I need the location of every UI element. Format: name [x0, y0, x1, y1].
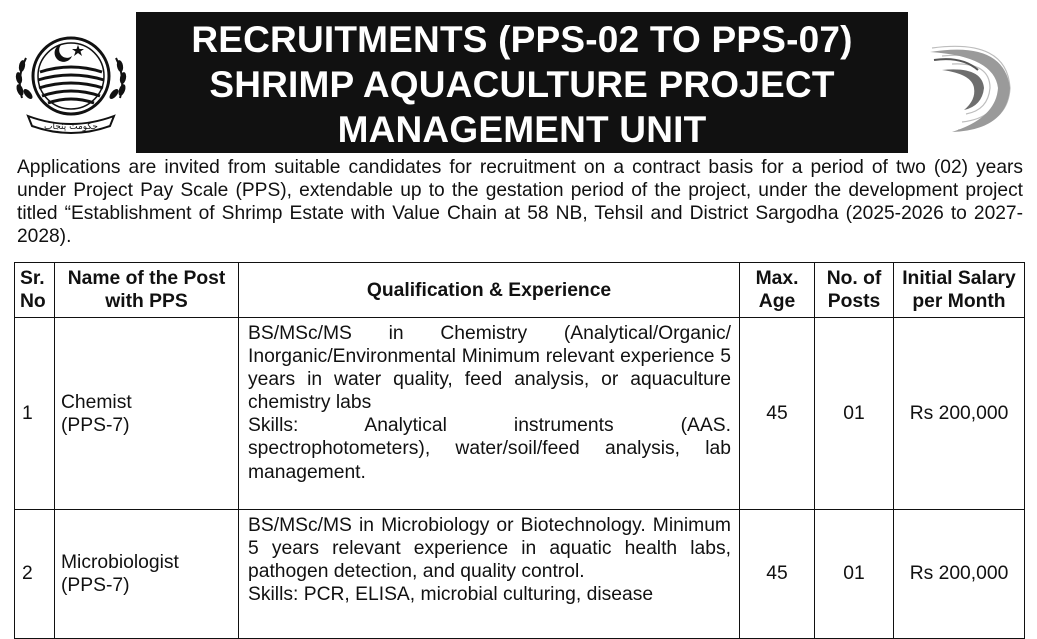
- row-max-age: 45: [740, 318, 815, 510]
- header-qualification: Qualification & Experience: [239, 263, 740, 318]
- title-line-1: RECRUITMENTS (PPS-02 TO PPS-07): [191, 19, 853, 60]
- row-salary: Rs 200,000: [894, 510, 1025, 639]
- shrimp-project-logo-icon: [912, 30, 1024, 140]
- table-header-row: [15, 263, 1025, 318]
- emblem-scroll-text: حکومت پنجاب: [44, 122, 98, 132]
- post-scale: (PPS-7): [61, 575, 130, 596]
- header-sr-no: Sr. No: [15, 263, 55, 318]
- header-max-age: Max. Age: [740, 263, 815, 318]
- intro-text: Applications are invited from suitable candidates for recruitment on a contract basis for a period of two (02) years under Project Pay Scale (PPS), extendable up to the gestation period of the project, under the development project titled “Establishment of Shrimp Estate with Value Chain at 58 NB, Tehsil and District Sargodha (2025-2026 to 2027-2028).: [17, 157, 1023, 247]
- row-no-of-posts: 01: [815, 510, 894, 639]
- row-salary: Rs 200,000: [894, 318, 1025, 510]
- header-no-of-posts: No. of Posts: [815, 263, 894, 318]
- posts-table: [14, 262, 1025, 639]
- row-sr-no: 1: [15, 318, 55, 510]
- intro-paragraph: [17, 156, 1023, 248]
- skills-text: Skills: PCR, ELISA, microbial culturing, disease: [248, 584, 654, 606]
- qualification-text: BS/MSc/MS in Microbiology or Biotechnology. Minimum 5 years relevant experience in aquatic health labs, pathogen detection, and quality control.: [248, 515, 731, 583]
- skills-text: Skills: Analytical instruments (AAS. spectrophotometers), water/soil/feed analysis, lab management.: [248, 415, 731, 483]
- table-row: [15, 510, 1025, 639]
- qualification-text: BS/MSc/MS in Chemistry (Analytical/Organic/ Inorganic/Environmental Minimum relevant experience 5 years in water quality, feed analysis, or aquaculture chemistry labs: [248, 323, 731, 414]
- header-initial-salary: Initial Salary per Month: [894, 263, 1025, 318]
- row-no-of-posts: 01: [815, 318, 894, 510]
- title-line-3: MANAGEMENT UNIT: [337, 109, 707, 150]
- post-scale: (PPS-7): [61, 414, 130, 436]
- post-name: Chemist: [61, 391, 132, 413]
- row-qualification-cell: [239, 510, 740, 639]
- header-post-name: Name of the Post with PPS: [55, 263, 239, 318]
- title-line-2: SHRIMP AQUACULTURE PROJECT: [209, 64, 835, 105]
- post-name: Microbiologist: [61, 552, 179, 573]
- row-post-cell: [55, 510, 239, 639]
- row-qualification-cell: [239, 318, 740, 510]
- row-max-age: 45: [740, 510, 815, 639]
- title-banner: [136, 12, 908, 153]
- row-sr-no: 2: [15, 510, 55, 639]
- row-post-cell: [55, 318, 239, 510]
- table-row: [15, 318, 1025, 510]
- government-of-punjab-emblem-icon: [12, 28, 130, 140]
